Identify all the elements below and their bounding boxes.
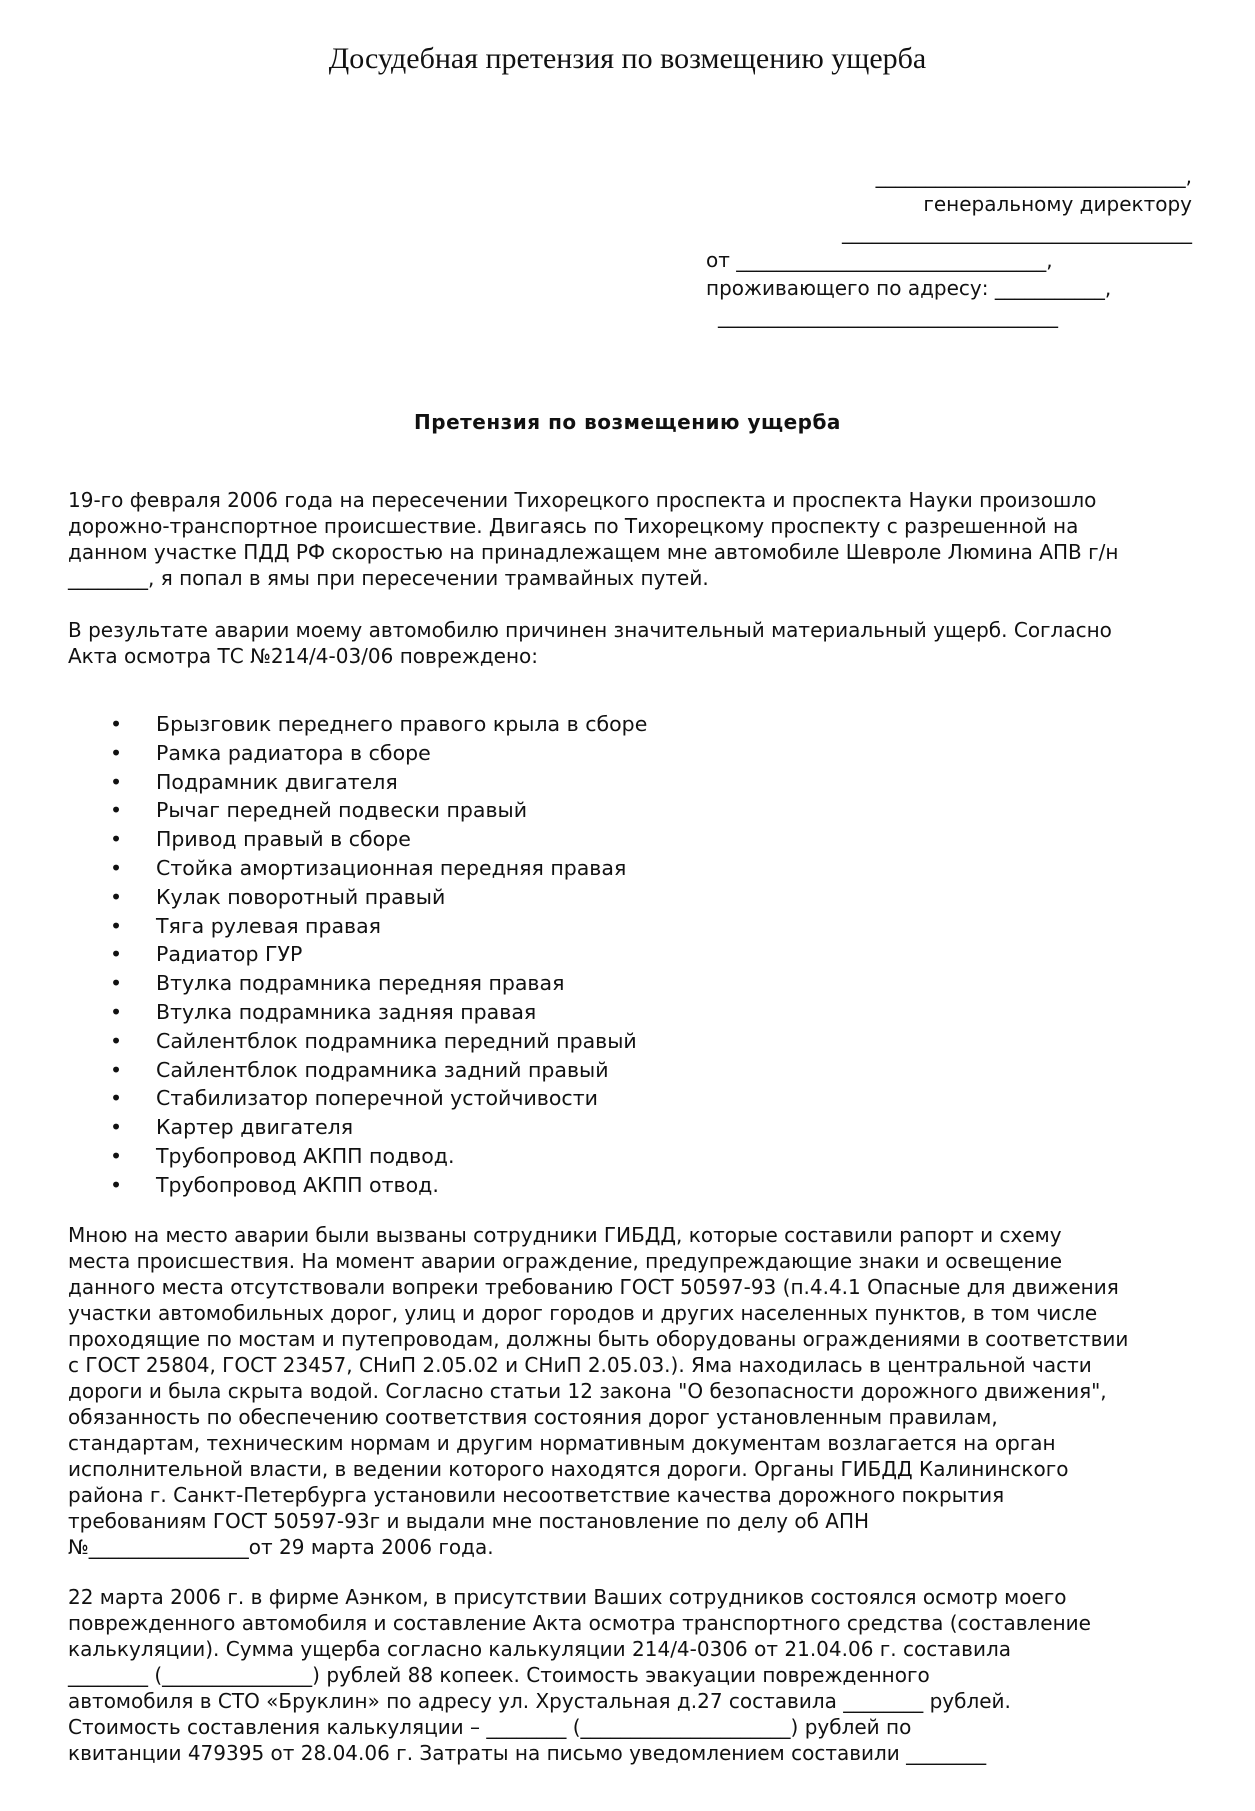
paragraph-damage-intro <box>68 617 1198 669</box>
addressee-line-address-cont: __________________________________ <box>718 304 1058 328</box>
list-item-text: Стойка амортизационная передняя правая <box>156 855 627 880</box>
list-item <box>68 1056 647 1085</box>
paragraph-line: №________________от 29 марта 2006 года. <box>68 1535 494 1559</box>
bullet-icon: • <box>110 913 123 938</box>
paragraph-gibdd <box>68 1222 1198 1560</box>
addressee-line-position: генеральному директору <box>923 192 1192 216</box>
addressee-line-from: от _______________________________, <box>706 248 1053 272</box>
bullet-icon: • <box>110 798 123 823</box>
paragraph-line: обязанность по обеспечению соответствия состояния дорог установленным правилам, <box>68 1405 998 1429</box>
list-item <box>68 969 647 998</box>
paragraph-line: ________ (_______________) рублей 88 копеек. Стоимость эвакуации поврежденного <box>68 1663 930 1687</box>
list-item-text: Радиатор ГУР <box>156 942 303 967</box>
list-item <box>68 739 647 768</box>
paragraph-line: поврежденного автомобиля и составление Акта осмотра транспортного средства (составление <box>68 1611 1091 1635</box>
list-item-text: Трубопровод АКПП отвод. <box>156 1172 439 1197</box>
list-item-text: Сайлентблок подрамника передний правый <box>156 1028 637 1053</box>
paragraph-line: района г. Санкт-Петербурга установили несоответствие качества дорожного покрытия <box>68 1483 1005 1507</box>
list-item <box>68 998 647 1027</box>
bullet-icon: • <box>110 1057 123 1082</box>
bullet-icon: • <box>110 1086 123 1111</box>
paragraph-accident <box>68 487 1198 591</box>
list-item <box>68 1142 647 1171</box>
paragraph-line: калькуляции). Сумма ущерба согласно калькуляции 214/4-0306 от 21.04.06 г. составила <box>68 1637 1011 1661</box>
paragraph-line: 19-го февраля 2006 года на пересечении Тихорецкого проспекта и проспекта Науки произошло <box>68 488 1097 512</box>
list-item <box>68 940 647 969</box>
paragraph-line: дорожно-транспортное происшествие. Двигаясь по Тихорецкому проспекту с разрешенной на <box>68 514 1079 538</box>
paragraph-line: В результате аварии моему автомобилю причинен значительный материальный ущерб. Согласно <box>68 618 1112 642</box>
list-item-text: Сайлентблок подрамника задний правый <box>156 1057 609 1082</box>
paragraph-line: квитанции 479395 от 28.04.06 г. Затраты на письмо уведомлением составили ________ <box>68 1741 987 1765</box>
paragraph-line: ________, я попал в ямы при пересечении трамвайных путей. <box>68 566 709 590</box>
list-item-text: Подрамник двигателя <box>156 769 398 794</box>
paragraph-line: с ГОСТ 25804, ГОСТ 23457, СНиП 2.05.02 и СНиП 2.05.03.). Яма находилась в центральной части <box>68 1353 1092 1377</box>
bullet-icon: • <box>110 1028 123 1053</box>
list-item-text: Трубопровод АКПП подвод. <box>156 1143 455 1168</box>
bullet-icon: • <box>110 1115 123 1140</box>
paragraph-inspection <box>68 1584 1198 1766</box>
list-item <box>68 1027 647 1056</box>
paragraph-line: данном участке ПДД РФ скоростью на принадлежащем мне автомобиле Шевроле Люмина АПВ г/н <box>68 540 1119 564</box>
bullet-icon: • <box>110 1172 123 1197</box>
addressee-line-company: _______________________________, <box>875 164 1192 188</box>
list-item <box>68 710 647 739</box>
list-item <box>68 854 647 883</box>
bullet-icon: • <box>110 769 123 794</box>
paragraph-line: места происшествия. На момент аварии ограждение, предупреждающие знаки и освещение <box>68 1249 1063 1273</box>
addressee-line-name: ___________________________________ <box>842 220 1192 244</box>
paragraph-line: проходящие по мостам и путепроводам, должны быть оборудованы ограждениями в соответствии <box>68 1327 1129 1351</box>
bullet-icon: • <box>110 712 123 736</box>
list-item-text: Втулка подрамника задняя правая <box>156 999 537 1024</box>
paragraph-line: Акта осмотра ТС №214/4-03/06 повреждено: <box>68 644 539 668</box>
paragraph-line: требованиям ГОСТ 50597-93г и выдали мне постановление по делу об АПН <box>68 1509 870 1533</box>
list-item-text: Рамка радиатора в сборе <box>156 740 431 765</box>
bullet-icon: • <box>110 971 123 996</box>
addressee-line-address: проживающего по адресу: ___________, <box>706 276 1112 300</box>
paragraph-line: исполнительной власти, в ведении которого находятся дороги. Органы ГИБДД Калининского <box>68 1457 1069 1481</box>
paragraph-line: дороги и была скрыта водой. Согласно статьи 12 закона "О безопасности дорожного движения", <box>68 1379 1107 1403</box>
list-item-text: Рычаг передней подвески правый <box>156 798 528 823</box>
bullet-icon: • <box>110 942 123 967</box>
paragraph-line: данного места отсутствовали вопреки требованию ГОСТ 50597-93 (п.4.4.1 Опасные для движения <box>68 1275 1119 1299</box>
bullet-icon: • <box>110 855 123 880</box>
list-item <box>68 912 647 941</box>
bullet-icon: • <box>110 827 123 852</box>
paragraph-line: участки автомобильных дорог, улиц и дорог городов и других населенных пунктов, в том числе <box>68 1301 1098 1325</box>
list-item <box>68 1084 647 1113</box>
list-item-text: Привод правый в сборе <box>156 827 411 852</box>
bullet-icon: • <box>110 884 123 909</box>
paragraph-line: Мною на место аварии были вызваны сотрудники ГИБДД, которые составили рапорт и схему <box>68 1223 1062 1247</box>
paragraph-line: 22 марта 2006 г. в фирме Аэнком, в присутствии Ваших сотрудников состоялся осмотр моего <box>68 1585 1067 1609</box>
addressee-block <box>706 162 1192 330</box>
list-item <box>68 825 647 854</box>
list-item <box>68 768 647 797</box>
list-item <box>68 796 647 825</box>
paragraph-line: стандартам, техническим нормам и другим нормативным документам возлагается на орган <box>68 1431 1056 1455</box>
page-title: Досудебная претензия по возмещению ущерба <box>328 42 927 75</box>
list-item <box>68 883 647 912</box>
list-item-text: Втулка подрамника передняя правая <box>156 971 565 996</box>
bullet-icon: • <box>110 999 123 1024</box>
claim-subtitle: Претензия по возмещению ущерба <box>414 410 841 434</box>
list-item <box>68 1171 647 1200</box>
list-item-text: Тяга рулевая правая <box>156 913 382 938</box>
list-item-text: Стабилизатор поперечной устойчивости <box>156 1086 598 1111</box>
damage-list <box>68 710 647 1200</box>
bullet-icon: • <box>110 740 123 765</box>
list-item-text: Картер двигателя <box>156 1115 354 1140</box>
paragraph-line: Стоимость составления калькуляции – ________ (_____________________) рублей по <box>68 1715 912 1739</box>
list-item <box>68 1113 647 1142</box>
bullet-icon: • <box>110 1143 123 1168</box>
paragraph-line: автомобиля в СТО «Бруклин» по адресу ул. Хрустальная д.27 составила ________ рублей. <box>68 1689 1011 1713</box>
list-item-text: Брызговик переднего правого крыла в сборе <box>156 712 648 736</box>
list-item-text: Кулак поворотный правый <box>156 884 446 909</box>
